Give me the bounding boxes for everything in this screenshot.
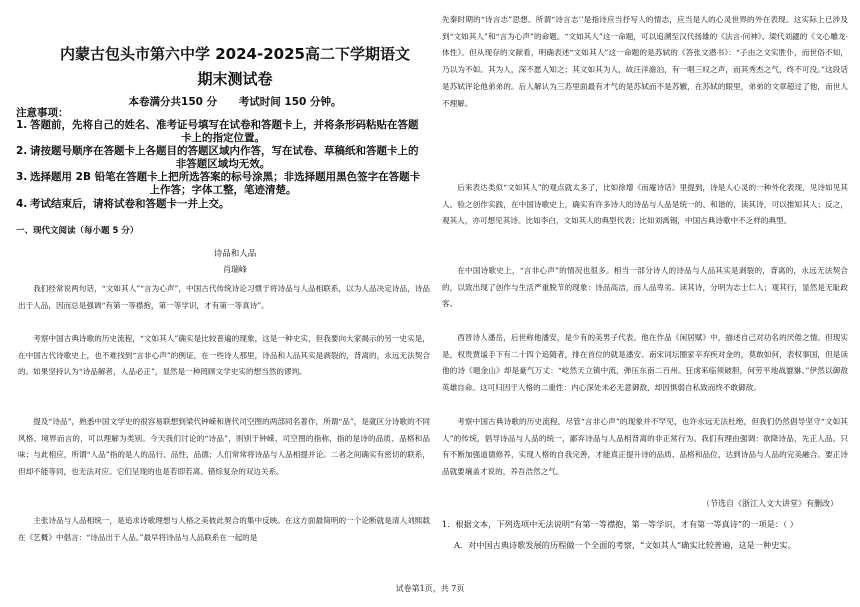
notice-text: 选择题用 2B 铅笔在答题卡上把所选答案的标号涂黑；非选择题用黑色签字在答题卡 [30,171,421,183]
score-info: 本卷满分共150 分 [128,96,218,108]
notice-number: 3. [16,171,28,183]
notice-continuation: 上作答；字体工整，笔迹清楚。 [149,184,297,196]
notice-item [16,171,430,197]
question-stem: 1．根据文本，下列选项中无法说明“有第一等襟抱，第一等学识，才有第一等真诗”的一项是：（ ） [442,519,798,529]
exam-meta [40,94,430,109]
time-info: 考试时间 150 分钟。 [238,96,342,108]
page-footer: 试卷第1页，共 7页 [395,584,465,593]
notice-continuation: 非答题区域均无效。 [175,158,271,170]
article-paragraph: 西晋诗人潘岳，后世称他潘安，是少有的美男子代表。他在作品《闲居赋》中，描述自己对功名的厌倦之情。但现实是，权贵贾谧手下有二十四个追随者，排在首位的就是潘安。南宋词坛圈家辛弃疾对金的，莫敢如何，表权事国，但是读他的诗《题金山》却是豪气万丈：“屹然天立镇中流，弹压东南二百州。狂虏来临须破胆，何劳平地战貔貅。”伊然以御敌英雄自命。这可归因于人格的二重性：内心深处未必无意御敌，却因惧弱自私致而终不敢御敌。 [442,333,848,393]
notice-number: 4. [16,198,28,210]
notice-continuation: 卡上的指定位置。 [181,132,265,144]
notice-heading: 注意事项： [16,107,69,119]
article-paragraph: 提及“诗品”，熟悉中国文学史的很容易联想到梁代钟嵘和唐代司空图的两部同名著作，所谓“品”，是就区分诗歌的不同风格、境界而言的，可以理解为类别。今天我们讨论的“诗品”，则别于钟嵘、司空图的指称，指的是诗的品质、品格和品味；与此相应，所谓“人品”指的是人的品行、品性、品德；人们常常将诗品与人品相提并论。二者之间确实有密切的联系，但却不能等同，也无法对应。它们呈现的也是若即若离、错综复杂的双边关系。 [18,417,430,477]
article-paragraph: 主张诗品与人品相统一，是追求诗歌理想与人格之美彼此契合的集中反映。在这方面最简明的一个论断就是清人刘熙载在《艺概》中倡言：“诗品出于人品。”最早将诗品与人品联系在一起的是 [18,516,430,542]
notice-item [16,119,430,145]
notice-item [16,198,430,211]
article-paragraph: 后来表达类似“文如其人”的观点就太多了，比如徐增《而庵诗话》里提到，诗是人心灵的一种外化表现，见诗如见其人。验之创作实践，在中国诗歌史上，确实有许多诗人的诗品与人品是统一的、和谐的，读其诗，可以推知其人；反之，观其人，亦可想见其诗。比如李白，文如其人的典型代表；比如刘禹锡，中国古典诗歌中不乏样的典型。 [442,183,848,226]
article-title: 诗品和人品 [213,249,257,259]
notice-text: 答题前，先将自己的姓名、准考证号填写在试卷和答题卡上，并将条形码粘贴在答题 [30,119,419,131]
article-paragraph: 考察中国古典诗歌的历史流程，“文如其人”确实是比较普遍的现象，这是一种史实，但我要向大家揭示的另一史实是，在中国古代诗歌史上，也不难找到“言非心声”的例证，在一些诗人那里，诗品和人品其实是剥裂的，背离的，永远无法契合的。如果坚持认为“诗品解者，人品必正”，显然是一种罔顾文学史实的想当然的谬判。 [18,334,430,377]
notice-text: 考试结束后，请将试卷和答题卡一并上交。 [30,198,230,210]
notice-number: 2. [16,145,28,157]
notice-text: 请按题号顺序在答题卡上各题目的答题区域内作答，写在试卷、草稿纸和答题卡上的 [30,145,419,157]
exam-subtitle: 期末测试卷 [197,70,273,88]
question-option-a: A．对中国古典诗歌发展的历程做一个全面的考察，“文如其人”确实比较普遍，这是一种史实。 [454,540,796,550]
exam-title: 内蒙古包头市第六中学 2024-2025高二下学期语文 [60,45,410,63]
article-source: （节选自《浙江人文大讲堂》有删改） [702,499,838,508]
article-paragraph: 先秦时期的“诗言志”思想。所谓“诗言志’’是指诗应当抒写人的情志，应当是人的心灵世界的外在表现。这实际上已涉及到“文如其人”和“言为心声”的命题。“文如其人”这一命题，可以追溯至汉代扬雄的《法言·问神》、梁代刘勰的《文心雕龙·体性》。但从现存的文献看，明确表述“文如其人”这一命题的是苏轼的《答张文潜书》：“子由之文实胜仆，而世俗不知，乃以为不如。其为人，深不愿人知之；其文如其为人，故汪洋澹泊，有一唱三叹之声，而其秀杰之气，终不可没。”这段话是苏轼评论他弟弟的。后人解认为三苏里面最有才气的是苏轼而不是苏辙，在苏轼的眼里，弟弟的文章超过了他，而世人不理解。 [442,15,848,108]
article-paragraph: 考察中国古典诗歌的历史流程，尽管“言非心声”的现象并不罕见，也许永远无法杜绝，但我们仍然倡导坚守“文如其人”的传统，倡导诗品与人品的统一，鄙弃诗品与人品相背离的非正常行为。我们有理由强调：欲降诗品，先正人品。只有不断加强道德修养，实现人格的自我完善，才能真正提升诗的品质、品格和品位，达到诗品与人品的完美融合。要正诗品就要壤盖才说的，养吾浩然之气。 [442,417,848,477]
section-heading: 一、现代文阅读（每小题 5 分） [16,226,139,236]
article-author: 肖瑞峰 [223,265,247,274]
article-paragraph: 我们经常说两句话，“文如其人”“言为心声”，中国古代传统诗论习惯于将诗品与人品相联系，以为人品决定诗品，诗品出于人品，因而总是强调“有第一等襟抱，第一等学识，才有第一等真诗”。 [18,284,430,310]
article-paragraph: 在中国诗歌史上，“言非心声”的情况也很多。相当一部分诗人的诗品与人品其实是剥裂的，背离的，永远无法契合的，以致出现了创作与生活严重脱节的现象：诗品高洁，而人品卑劣。读其诗，分明为志士仁人；观其行，显然是无耻政客。 [442,266,848,309]
notice-item [16,145,430,171]
notice-number: 1. [16,119,28,131]
